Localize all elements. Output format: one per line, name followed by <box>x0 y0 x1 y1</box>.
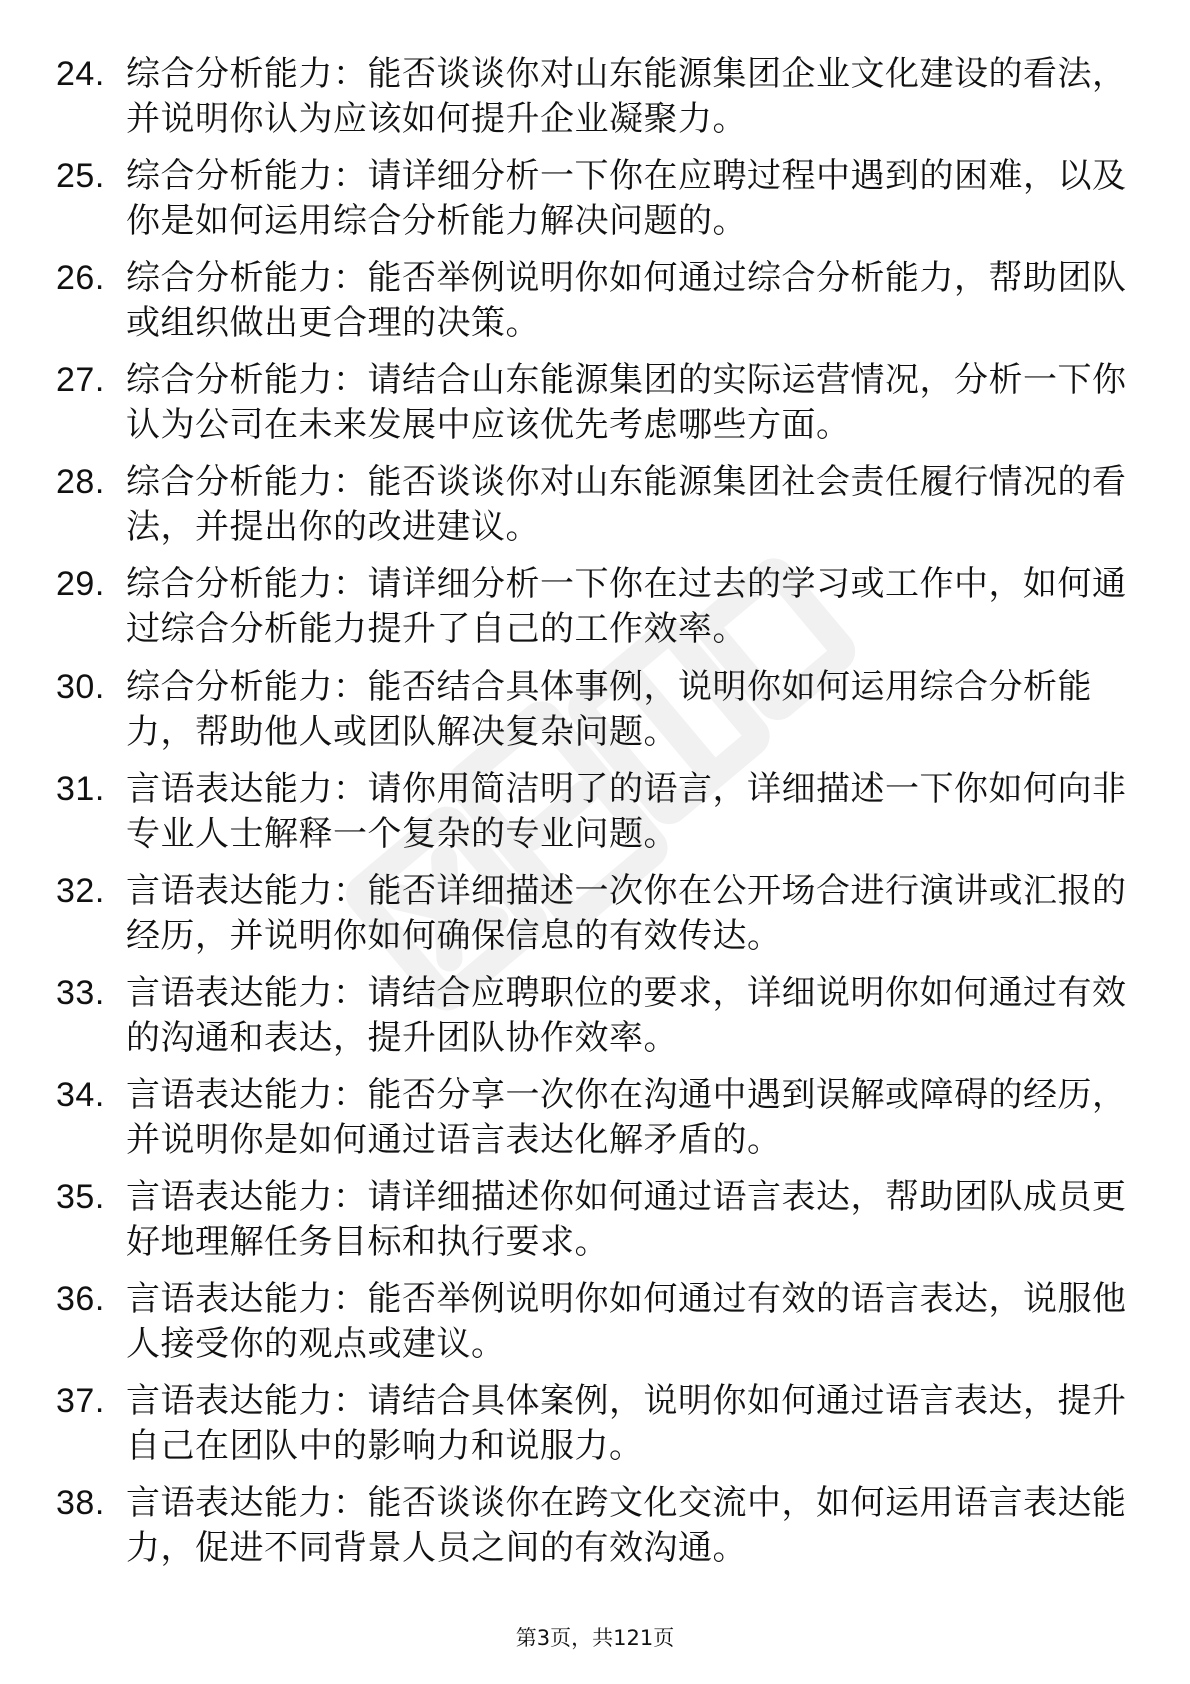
question-item <box>56 665 1136 755</box>
question-number: 34. <box>56 1075 105 1114</box>
question-number: 28. <box>56 463 105 502</box>
question-number: 38. <box>56 1484 105 1523</box>
question-list <box>56 52 1136 1583</box>
question-text: 言语表达能力：请结合具体案例，说明你如何通过语言表达，提升自己在团队中的影响力和说服力。 <box>126 1381 1127 1467</box>
question-text: 言语表达能力：能否举例说明你如何通过有效的语言表达，说服他人接受你的观点或建议。 <box>126 1279 1127 1365</box>
question-number: 36. <box>56 1280 105 1319</box>
question-text: 综合分析能力：能否谈谈你对山东能源集团企业文化建设的看法，并说明你认为应该如何提升企业凝聚力。 <box>126 54 1127 139</box>
question-number: 24. <box>56 55 105 93</box>
question-text: 言语表达能力：能否分享一次你在沟通中遇到误解或障碍的经历，并说明你是如何通过语言表达化解矛盾的。 <box>126 1074 1127 1160</box>
question-text: 综合分析能力：请结合山东能源集团的实际运营情况，分析一下你认为公司在未来发展中应该优先考虑哪些方面。 <box>126 360 1127 446</box>
question-item <box>56 460 1136 550</box>
question-number: 25. <box>56 157 105 196</box>
question-text: 言语表达能力：请你用简洁明了的语言，详细描述一下你如何向非专业人士解释一个复杂的专业问题。 <box>126 768 1127 854</box>
question-number: 33. <box>56 973 105 1012</box>
question-text: 综合分析能力：能否结合具体事例，说明你如何运用综合分析能力，帮助他人或团队解决复杂问题。 <box>126 666 1092 752</box>
question-text: 言语表达能力：能否谈谈你在跨文化交流中，如何运用语言表达能力，促进不同背景人员之间的有效沟通。 <box>126 1483 1127 1569</box>
question-number: 37. <box>56 1382 105 1421</box>
question-text: 言语表达能力：能否详细描述一次你在公开场合进行演讲或汇报的经历，并说明你如何确保信息的有效传达。 <box>126 870 1127 956</box>
question-item <box>56 1175 1136 1265</box>
question-text: 言语表达能力：请结合应聘职位的要求，详细说明你如何通过有效的沟通和表达，提升团队协作效率。 <box>126 972 1127 1058</box>
question-number: 30. <box>56 667 105 706</box>
question-item <box>56 358 1136 448</box>
question-item <box>56 767 1136 857</box>
question-item <box>56 562 1136 652</box>
question-item <box>56 971 1136 1061</box>
question-item <box>56 869 1136 959</box>
question-number: 31. <box>56 769 105 808</box>
question-text: 言语表达能力：请详细描述你如何通过语言表达，帮助团队成员更好地理解任务目标和执行要求。 <box>126 1177 1127 1263</box>
question-item <box>56 52 1136 142</box>
question-text: 综合分析能力：能否谈谈你对山东能源集团社会责任履行情况的看法，并提出你的改进建议。 <box>126 462 1127 548</box>
question-item <box>56 1379 1136 1469</box>
question-number: 32. <box>56 871 105 910</box>
question-number: 26. <box>56 259 105 298</box>
question-item <box>56 1073 1136 1163</box>
question-number: 27. <box>56 361 105 400</box>
question-text: 综合分析能力：请详细分析一下你在应聘过程中遇到的困难，以及你是如何运用综合分析能力解决问题的。 <box>126 156 1127 242</box>
question-text: 综合分析能力：请详细分析一下你在过去的学习或工作中，如何通过综合分析能力提升了自己的工作效率。 <box>126 564 1127 650</box>
question-number: 35. <box>56 1178 105 1217</box>
question-number: 29. <box>56 565 105 604</box>
question-item <box>56 1277 1136 1367</box>
question-text: 综合分析能力：能否举例说明你如何通过综合分析能力，帮助团队或组织做出更合理的决策。 <box>126 258 1127 344</box>
question-item <box>56 256 1136 346</box>
page-number-footer: 第3页，共121页 <box>515 1626 675 1650</box>
question-item <box>56 154 1136 244</box>
question-item <box>56 1481 1136 1571</box>
